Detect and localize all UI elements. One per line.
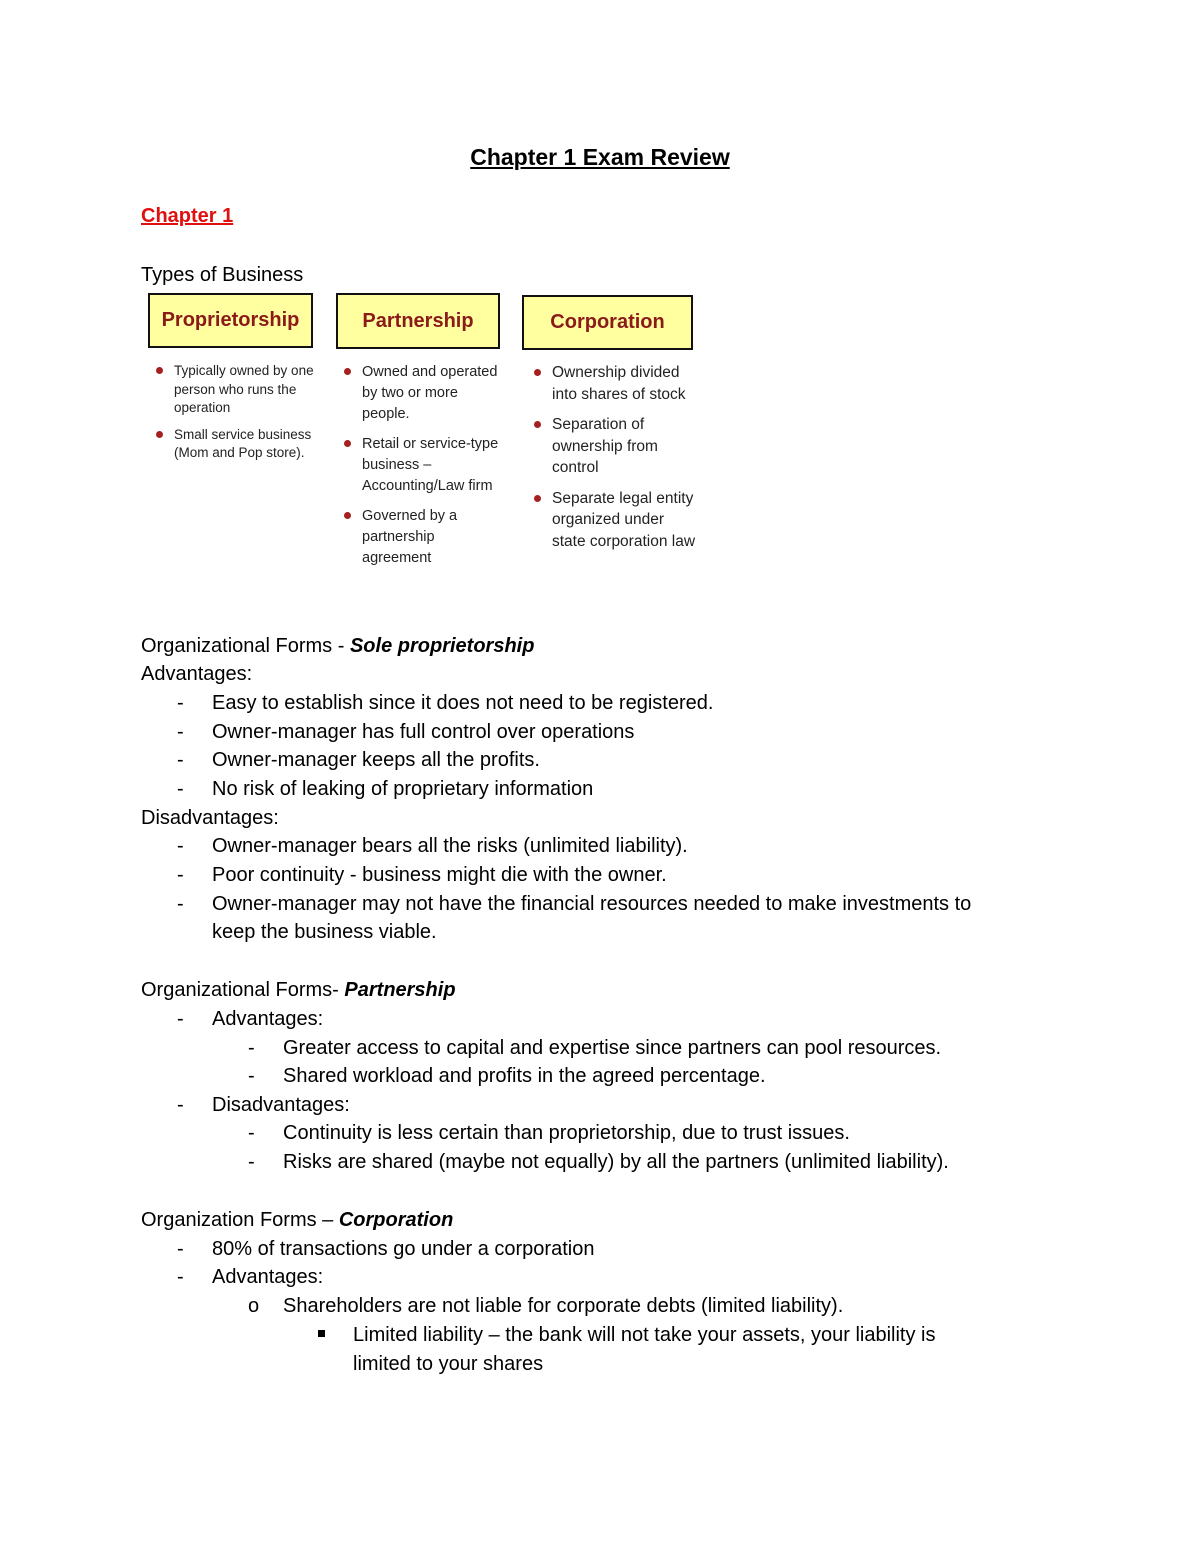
list-item: Easy to establish since it does not need to be registered. <box>212 692 714 714</box>
advantages-label: Advantages: <box>212 1008 324 1030</box>
list-item: Owner-manager bears all the risks (unlimited liability). <box>212 835 688 857</box>
dash-marker: - <box>177 778 184 800</box>
sole-proprietorship-heading <box>141 632 534 661</box>
bullet-dot-icon <box>534 369 541 376</box>
corporation-heading <box>141 1206 453 1235</box>
partnership-label: Partnership <box>362 309 474 332</box>
list-item: Shareholders are not liable for corporate debts (limited liability). <box>283 1295 844 1317</box>
dash-marker: - <box>177 721 184 743</box>
bullet-dot-icon <box>156 367 163 374</box>
list-item: No risk of leaking of proprietary information <box>212 778 594 800</box>
advantages-label: Advantages: <box>212 1266 324 1288</box>
list-item: Owner-manager may not have the financial resources needed to make investments to <box>212 893 972 915</box>
list-item: Shared workload and profits in the agreed percentage. <box>283 1065 766 1087</box>
bullet-text: Governed by a partnership agreement <box>362 508 458 566</box>
bullet-text: Separate legal entity organized under state corporation law <box>552 489 696 550</box>
dash-marker: - <box>177 1008 184 1030</box>
bullet-text: Retail or service-type business – Accounting/Law firm <box>362 436 499 494</box>
list-item <box>338 434 503 497</box>
bullet-dot-icon <box>156 431 163 438</box>
dash-marker: - <box>248 1151 255 1173</box>
list-item-continuation: limited to your shares <box>353 1353 544 1375</box>
bullet-dot-icon <box>534 495 541 502</box>
bullet-text: Owned and operated by two or more people. <box>362 364 498 422</box>
dash-marker: - <box>248 1065 255 1087</box>
bullet-text: Typically owned by one person who runs the operation <box>174 363 314 415</box>
heading-prefix: Organization Forms – <box>141 1209 339 1231</box>
dash-marker: - <box>177 1266 184 1288</box>
heading-prefix: Organizational Forms - <box>141 635 350 657</box>
list-item <box>338 362 503 425</box>
bullet-text: Separation of ownership from control <box>552 416 658 476</box>
disadvantages-label: Disadvantages: <box>212 1094 350 1116</box>
list-item: Risks are shared (maybe not equally) by all the partners (unlimited liability). <box>283 1151 949 1173</box>
heading-prefix: Organizational Forms- <box>141 979 345 1001</box>
corporation-bullets <box>528 362 698 561</box>
types-of-business-heading: Types of Business <box>141 264 304 286</box>
list-item: Poor continuity - business might die with the owner. <box>212 864 667 886</box>
heading-form: Sole proprietorship <box>349 635 535 657</box>
dash-marker: - <box>177 1094 184 1116</box>
chapter-heading: Chapter 1 <box>141 205 234 227</box>
list-item <box>338 506 503 569</box>
bullet-dot-icon <box>344 368 351 375</box>
partnership-bullets <box>338 362 503 578</box>
list-item: Greater access to capital and expertise since partners can pool resources. <box>283 1037 942 1059</box>
list-item <box>528 488 698 553</box>
heading-form: Corporation <box>338 1209 454 1231</box>
proprietorship-box <box>148 293 313 348</box>
dash-marker: - <box>177 1238 184 1260</box>
list-item: Continuity is less certain than proprietorship, due to trust issues. <box>283 1122 850 1144</box>
bullet-text: Small service business (Mom and Pop store). <box>174 426 312 460</box>
list-item <box>528 362 698 405</box>
corporation-label: Corporation <box>550 311 665 333</box>
list-item: Owner-manager has full control over operations <box>212 721 635 743</box>
list-item: Limited liability – the bank will not take your assets, your liability is <box>353 1324 936 1346</box>
circle-bullet-icon: o <box>248 1295 260 1317</box>
proprietorship-label: Proprietorship <box>161 309 300 331</box>
dash-marker: - <box>177 749 184 771</box>
dash-marker: - <box>177 692 184 714</box>
dash-marker: - <box>248 1122 255 1144</box>
proprietorship-bullets <box>150 362 315 471</box>
disadvantages-label: Disadvantages: <box>141 807 279 829</box>
dash-marker: - <box>177 835 184 857</box>
partnership-heading <box>141 976 456 1005</box>
partnership-box <box>336 293 500 349</box>
corporation-box <box>522 295 693 350</box>
list-item <box>150 426 315 463</box>
list-item <box>528 414 698 479</box>
square-bullet-icon <box>318 1330 325 1337</box>
bullet-dot-icon <box>344 440 351 447</box>
bullet-text: Ownership divided into shares of stock <box>552 364 686 403</box>
dash-marker: - <box>177 864 184 886</box>
bullet-dot-icon <box>534 421 541 428</box>
bullet-dot-icon <box>344 512 351 519</box>
document-title: Chapter 1 Exam Review <box>470 144 730 170</box>
list-item: Owner-manager keeps all the profits. <box>212 749 540 771</box>
list-item: 80% of transactions go under a corporation <box>212 1238 595 1260</box>
heading-form: Partnership <box>344 979 456 1001</box>
dash-marker: - <box>248 1037 255 1059</box>
advantages-label: Advantages: <box>141 663 253 685</box>
dash-marker: - <box>177 893 184 915</box>
list-item <box>150 362 315 418</box>
list-item-continuation: keep the business viable. <box>212 921 437 943</box>
